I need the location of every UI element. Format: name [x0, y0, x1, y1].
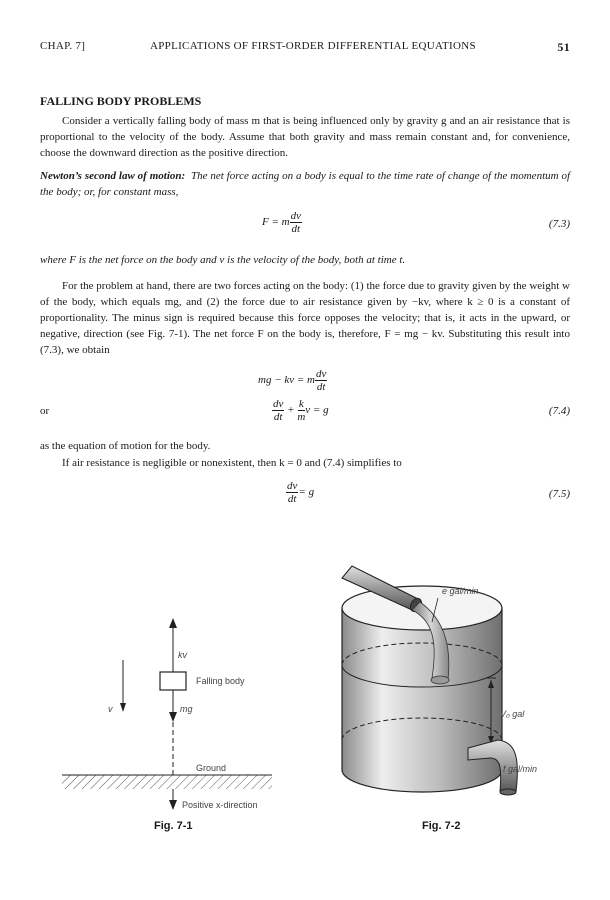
newton-paragraph	[40, 168, 570, 200]
header-title: APPLICATIONS OF FIRST-ORDER DIFFERENTIAL EQUATIONS	[150, 40, 476, 52]
eq74-plus: +	[287, 404, 295, 417]
equation-7-4	[272, 398, 329, 423]
figure-7-2	[320, 560, 570, 820]
outflow-label: f gal/min	[503, 764, 538, 774]
equation-number-7-5: (7.5)	[548, 488, 570, 500]
eq75-denominator: dt	[287, 493, 297, 505]
falling-body-label: Falling body	[196, 676, 245, 686]
ground-label: Ground	[196, 763, 227, 773]
section-title: FALLING BODY PROBLEMS	[40, 94, 202, 108]
v-arrowhead	[120, 703, 126, 712]
eq73-denominator: dt	[291, 223, 301, 235]
eq73-numerator: dv	[290, 210, 301, 222]
eq74-rest: v = g	[305, 404, 329, 417]
inflow-splash	[431, 676, 449, 684]
or-label: or	[40, 405, 50, 417]
eq75-rest: = g	[298, 486, 315, 499]
intro-paragraph: Consider a vertically falling body of mass m that is being influenced only by gravity g and an air resistance that is proportional to the velocity of the body. Assume that both gravity and mass remain constant and, for convenience, choose the downward direction as the positive direction.	[40, 115, 570, 159]
outflow-mouth	[500, 789, 516, 795]
eq73-lhs: F = m	[262, 216, 290, 229]
eq74-num1: dv	[273, 398, 284, 410]
newton-text: The net force acting on a body is equal to the time rate of change of the momentum of the body; or, for constant mass,	[40, 170, 571, 198]
substitution-equation	[258, 368, 327, 393]
equation-number-7-3: (7.3)	[548, 218, 570, 230]
eqsub-fraction	[315, 368, 327, 393]
kv-label: kv	[178, 650, 187, 660]
eq75-numerator: dv	[287, 480, 298, 492]
newton-label: Newton’s second law of motion:	[40, 170, 186, 182]
falling-body-box	[160, 672, 186, 690]
mg-label: mg	[180, 704, 193, 714]
equation-number-7-4: (7.4)	[548, 405, 570, 417]
ground-hatch	[62, 775, 272, 789]
inflow-label: e gal/min	[442, 586, 479, 596]
eq73-fraction	[290, 210, 302, 235]
tank-body	[342, 608, 502, 792]
figure-7-1	[50, 600, 290, 820]
equation-7-5	[286, 480, 314, 505]
volume-label: V₀ gal	[500, 709, 525, 719]
fig-7-1-caption: Fig. 7-1	[154, 820, 193, 832]
eq74-fraction-1	[272, 398, 284, 423]
eqsub-lhs: mg − kv = m	[258, 374, 315, 387]
motion-text: as the equation of motion for the body.	[40, 440, 211, 452]
v-label: v	[108, 704, 113, 714]
equation-7-3	[262, 210, 302, 235]
positive-arrowhead	[169, 800, 177, 810]
eq75-fraction	[286, 480, 298, 505]
forces-paragraph: For the problem at hand, there are two forces acting on the body: (1) the force due to gravity given by the weight w of the body, which equals mg, and (2) the force due to air resistance given by −kv, where k ≥ 0 is a constant of proportionality. The minus sign is required because this force opposes the velocity; that is, it acts in the upward, or negative, direction (see Fig. 7-1). The net force F on the body is, therefore, F = mg − kv. Substituting this result into (7.3), we obtain	[40, 280, 570, 356]
where-text: where F is the net force on the body and v is the velocity of the body, both at time t.	[40, 254, 406, 266]
eq74-den2: m	[297, 411, 306, 423]
eq74-num2: k	[298, 398, 304, 410]
kv-arrowhead	[169, 618, 177, 628]
chapter-label: CHAP. 7]	[40, 40, 86, 52]
eq74-den1: dt	[273, 411, 283, 423]
eqsub-denominator: dt	[316, 381, 326, 393]
negligible-paragraph: If air resistance is negligible or nonexistent, then k = 0 and (7.4) simplifies to	[62, 457, 402, 469]
eqsub-numerator: dv	[316, 368, 327, 380]
page-number: 51	[557, 40, 570, 54]
fig-7-2-caption: Fig. 7-2	[422, 820, 461, 832]
mg-arrowhead	[169, 712, 177, 722]
positive-label: Positive x-direction	[182, 800, 258, 810]
